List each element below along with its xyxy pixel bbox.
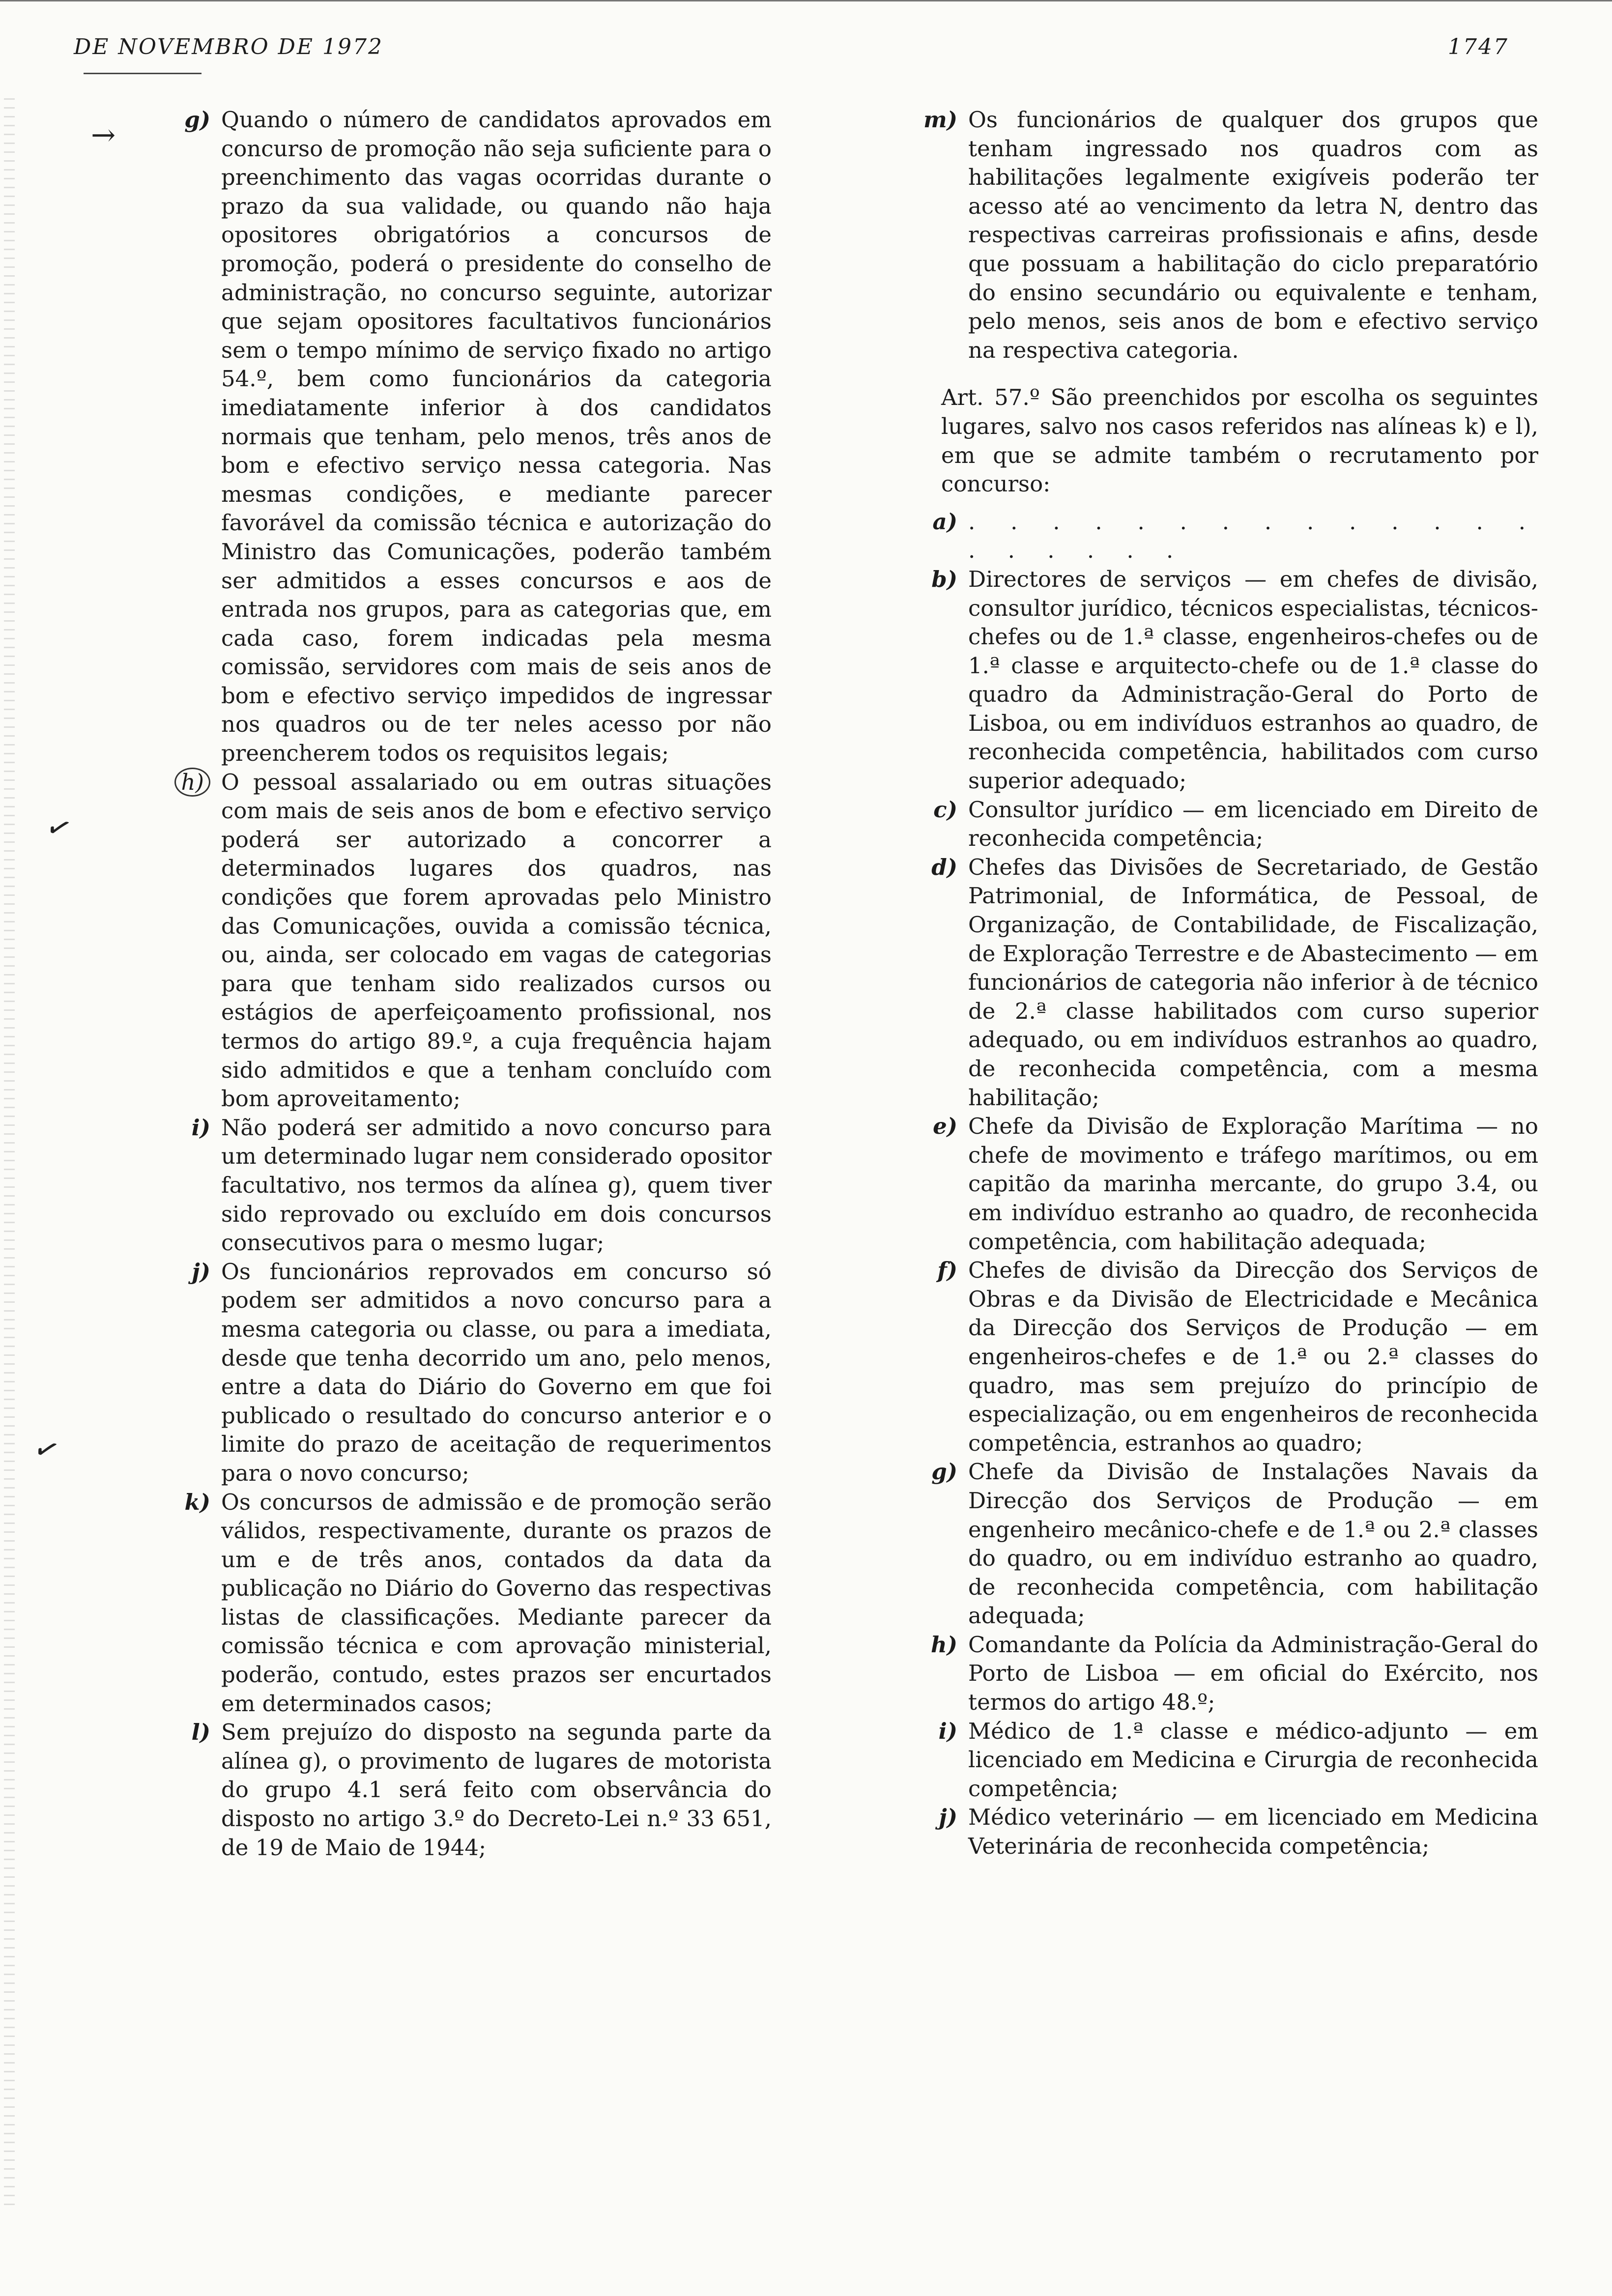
top-border-rule — [0, 0, 1612, 1]
item-marker: g) — [931, 1459, 957, 1485]
margin-arrow-mark: → — [91, 118, 116, 152]
item-marker: l) — [191, 1719, 210, 1746]
item-marker: f) — [937, 1257, 957, 1284]
list-item — [157, 1114, 772, 1258]
item-text: Directores de serviços — em chefes de divisão, consultor jurídico, técnicos especialistas, técnicos-chefes ou de 1.ª classe, engenheiros-chefes ou de 1.ª classe e arquitecto-chefe ou de 1.ª classe do quadro da Administração-Geral do Porto de Lisboa, ou em indivíduos estranhos ao quadro, de reconhecida competência, habilitados com curso superior adequado; — [968, 566, 1538, 794]
list-item — [157, 1258, 772, 1488]
list-item — [914, 1112, 1538, 1256]
item-text: Chefes de divisão da Direcção dos Serviços de Obras e da Divisão de Electricidade e Mecânica da Direcção dos Serviços de Produção — em engenheiros-chefes e de 1.ª ou 2.ª classes do quadro, mas sem prejuízo do princípio de especialização, ou em engenheiros de reconhecida competência, estranhos ao quadro; — [968, 1257, 1538, 1456]
right-column — [914, 106, 1538, 1861]
item-text: Comandante da Polícia da Administração-Geral do Porto de Lisboa — em oficial do Exército, nos termos do artigo 48.º; — [968, 1631, 1538, 1716]
item-text: Não poderá ser admitido a novo concurso para um determinado lugar nem considerado opositor facultativo, nos termos da alínea g), quem tiver sido reprovado ou excluído em dois concursos consecutivos para o mesmo lugar; — [221, 1114, 772, 1256]
list-item — [914, 1631, 1538, 1717]
item-marker: i) — [938, 1718, 957, 1744]
item-text: Os concursos de admissão e de promoção serão válidos, respectivamente, durante os prazos de um e de três anos, contados da data da publicação no Diário do Governo das respectivas listas de classificações. Mediante parecer da comissão técnica e com aprovação ministerial, poderão, contudo, estes prazos ser encurtados em determinados casos; — [221, 1489, 772, 1717]
item-text-dots: . . . . . . . . . . . . . . . . . . . . — [968, 508, 1538, 564]
list-item — [914, 106, 1538, 365]
item-text: Médico veterinário — em licenciado em Medicina Veterinária de reconhecida competência; — [968, 1804, 1538, 1860]
item-text: Os funcionários de qualquer dos grupos que tenham ingressado nos quadros com as habilitações legalmente exigíveis poderão ter acesso até ao vencimento da letra N, dentro das respectivas carreiras profissionais e afins, desde que possuam a habilitação do ciclo preparatório do ensino secundário ou equivalente e tenham, pelo menos, seis anos de bom e efectivo serviço na respectiva categoria. — [968, 107, 1538, 363]
circled-marker: h) — [174, 768, 210, 797]
item-marker: j) — [939, 1804, 957, 1831]
item-marker: a) — [932, 508, 957, 535]
item-marker: c) — [933, 796, 957, 823]
item-marker: g) — [184, 107, 210, 133]
item-text: Chefe da Divisão de Exploração Marítima — no chefe de movimento e tráfego marítimos, ou em capitão da marinha mercante, do grupo 3.4, ou em indivíduo estranho ao quadro, de reconhecida competência, com habilitação adequada; — [968, 1113, 1538, 1255]
item-marker: e) — [933, 1113, 957, 1140]
list-item — [157, 768, 772, 1114]
list-item — [157, 1718, 772, 1862]
item-text: O pessoal assalariado ou em outras situações com mais de seis anos de bom e efectivo serviço poderá ser autorizado a concorrer a determinados lugares dos quadros, nas condições que forem aprovadas pelo Ministro das Comunicações, ouvida a comissão técnica, ou, ainda, ser colocado em vagas de categorias para que tenham sido realizados cursos ou estágios de aperfeiçoamento profissional, nos termos do artigo 89.º, a cuja frequência hajam sido admitidos e que a tenham concluído com bom aproveitamento; — [221, 769, 772, 1112]
list-item — [914, 1803, 1538, 1861]
article-heading: Art. 57.º São preenchidos por escolha os seguintes lugares, salvo nos casos referidos nas alíneas k) e l), em que se admite também o recrutamento por concurso: — [941, 384, 1538, 497]
list-item — [914, 853, 1538, 1112]
list-item — [914, 1717, 1538, 1804]
scan-margin-artifact — [4, 98, 15, 2211]
list-item — [157, 1488, 772, 1719]
item-text: Consultor jurídico — em licenciado em Direito de reconhecida competência; — [968, 796, 1538, 852]
item-text: Chefes das Divisões de Secretariado, de Gestão Patrimonial, de Informática, de Pessoal, de Organização, de Contabilidade, de Fiscalização, de Exploração Terrestre e de Abastecimento — em funcionários de categoria não inferior à de técnico de 2.ª classe habilitados com curso superior adequado, ou em indivíduos estranhos ao quadro, de reconhecida competência, com a mesma habilitação; — [968, 854, 1538, 1111]
header-date: DE NOVEMBRO DE 1972 — [74, 34, 384, 59]
list-item — [914, 1256, 1538, 1458]
list-item — [914, 796, 1538, 853]
item-text: Os funcionários reprovados em concurso só podem ser admitidos a novo concurso para a mesma categoria ou classe, ou para a imediata, desde que tenha decorrido um ano, pelo menos, entre a data do Diário do Governo em que foi publicado o resultado do concurso anterior e o limite do prazo de aceitação de requerimentos para o novo concurso; — [221, 1258, 772, 1486]
list-item — [157, 106, 772, 768]
page-number: 1747 — [1448, 34, 1509, 59]
margin-check-mark: ✓ — [29, 1429, 64, 1470]
item-marker: i) — [191, 1114, 210, 1141]
list-item — [914, 508, 1538, 565]
list-item — [914, 565, 1538, 796]
item-marker: d) — [931, 854, 957, 880]
item-marker: b) — [931, 566, 957, 592]
item-text: Chefe da Divisão de Instalações Navais da Direcção dos Serviços de Produção — em engenheiro mecânico-chefe e de 1.ª ou 2.ª classes do quadro, ou em indivíduo estranho ao quadro, de reconhecida competência, com habilitação adequada; — [968, 1459, 1538, 1629]
margin-check-mark: ✓ — [41, 807, 77, 849]
item-marker: h) — [930, 1631, 957, 1658]
item-marker: k) — [184, 1489, 210, 1515]
item-marker — [157, 768, 221, 1114]
list-item — [914, 1458, 1538, 1631]
page-header — [74, 30, 1509, 65]
item-marker: m) — [923, 107, 957, 133]
item-text: Médico de 1.ª classe e médico-adjunto — em licenciado em Medicina e Cirurgia de reconhecida competência; — [968, 1718, 1538, 1802]
item-marker: j) — [192, 1258, 210, 1285]
item-text: Quando o número de candidatos aprovados em concurso de promoção não seja suficiente para o preenchimento das vagas ocorridas durante o prazo da sua validade, ou quando não haja opositores obrigatórios a concursos de promoção, poderá o presidente do conselho de administração, no concurso seguinte, autorizar que sejam opositores facultativos funcionários sem o tempo mínimo de serviço fixado no artigo 54.º, bem como funcionários da categoria imediatamente inferior à dos candidatos normais que tenham, pelo menos, três anos de bom e efectivo serviço nessa categoria. Nas mesmas condições, e mediante parecer favorável da comissão técnica e autorização do Ministro das Comunicações, poderão também ser admitidos a esses concursos e aos de entrada nos grupos, para as categorias que, em cada caso, forem indicadas pela mesma comissão, servidores com mais de seis anos de bom e efectivo serviço impedidos de ingressar nos quadros ou de ter neles acesso por não preencherem todos os requisitos legais; — [221, 107, 772, 767]
item-text: Sem prejuízo do disposto na segunda parte da alínea g), o provimento de lugares de motorista do grupo 4.1 será feito com observância do disposto no artigo 3.º do Decreto-Lei n.º 33 651, de 19 de Maio de 1944; — [221, 1719, 772, 1861]
left-column — [157, 106, 772, 1862]
header-rule — [84, 73, 202, 74]
